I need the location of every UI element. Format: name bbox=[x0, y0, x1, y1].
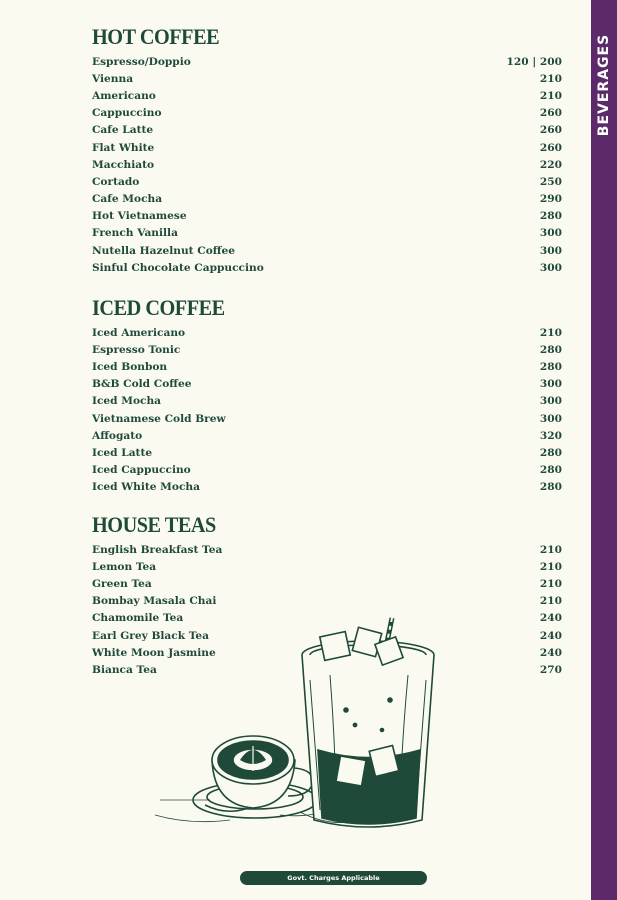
item-price: 280 bbox=[539, 343, 562, 356]
item-price: 240 bbox=[539, 629, 562, 642]
item-name: Americano bbox=[92, 89, 156, 102]
menu-item bbox=[92, 105, 562, 122]
item-name: Affogato bbox=[92, 429, 143, 442]
section-hot-coffee bbox=[92, 22, 562, 276]
side-tab-label: BEVERAGES bbox=[596, 33, 613, 137]
menu-item bbox=[92, 53, 562, 70]
menu-item bbox=[92, 341, 562, 358]
item-name: Bombay Masala Chai bbox=[92, 595, 217, 608]
menu-list bbox=[92, 53, 562, 276]
menu-item bbox=[92, 242, 562, 259]
menu-item bbox=[92, 122, 562, 139]
menu-item bbox=[92, 393, 562, 410]
menu-item bbox=[92, 139, 562, 156]
item-price: 260 bbox=[539, 141, 562, 154]
item-name: Hot Vietnamese bbox=[92, 210, 187, 223]
menu-item bbox=[92, 208, 562, 225]
item-price: 210 bbox=[539, 72, 562, 85]
menu-item bbox=[92, 427, 562, 444]
item-price: 280 bbox=[539, 464, 562, 477]
item-name: Sinful Chocolate Cappuccino bbox=[92, 261, 264, 274]
item-price: 280 bbox=[539, 360, 562, 373]
item-price: 300 bbox=[539, 412, 562, 425]
item-name: English Breakfast Tea bbox=[92, 543, 223, 556]
footer-note: Govt. Charges Applicable bbox=[240, 871, 427, 885]
menu-item bbox=[92, 156, 562, 173]
item-price: 240 bbox=[539, 646, 562, 659]
item-name: Cafe Mocha bbox=[92, 193, 163, 206]
item-price: 300 bbox=[539, 378, 562, 391]
menu-item bbox=[92, 358, 562, 375]
item-name: Iced Cappuccino bbox=[92, 464, 191, 477]
menu-item bbox=[92, 410, 562, 427]
section-title: ICED COFFEE bbox=[92, 295, 225, 320]
item-price: 270 bbox=[539, 663, 562, 676]
item-name: Cortado bbox=[92, 175, 140, 188]
item-name: Lemon Tea bbox=[92, 560, 157, 573]
item-name: Nutella Hazelnut Coffee bbox=[92, 244, 235, 257]
item-name: Macchiato bbox=[92, 158, 155, 171]
item-price: 210 bbox=[539, 560, 562, 573]
item-name: Earl Grey Black Tea bbox=[92, 629, 210, 642]
menu-list bbox=[92, 324, 562, 496]
iced-coffee-glass-icon bbox=[300, 618, 434, 827]
side-tab-label-wrap bbox=[591, 0, 617, 170]
menu-item bbox=[92, 87, 562, 104]
menu-item bbox=[92, 376, 562, 393]
menu-item bbox=[92, 575, 562, 592]
menu-item bbox=[92, 462, 562, 479]
item-price: 280 bbox=[539, 446, 562, 459]
item-name: French Vanilla bbox=[92, 227, 178, 240]
item-price: 250 bbox=[539, 175, 562, 188]
section-title: HOT COFFEE bbox=[92, 24, 220, 49]
item-name: B&B Cold Coffee bbox=[92, 378, 192, 391]
item-price: 210 bbox=[539, 577, 562, 590]
item-price: 300 bbox=[539, 244, 562, 257]
latte-cup-icon bbox=[155, 736, 325, 822]
item-price: 300 bbox=[539, 261, 562, 274]
item-name: Iced Americano bbox=[92, 326, 186, 339]
item-price: 280 bbox=[539, 481, 562, 494]
section-iced-coffee bbox=[92, 293, 562, 496]
item-price: 120 | 200 bbox=[506, 55, 562, 68]
item-name: Cappuccino bbox=[92, 107, 162, 120]
menu-item bbox=[92, 191, 562, 208]
menu-item bbox=[92, 225, 562, 242]
beverage-illustration bbox=[150, 600, 450, 840]
item-name: Flat White bbox=[92, 141, 155, 154]
item-price: 260 bbox=[539, 107, 562, 120]
item-price: 320 bbox=[539, 429, 562, 442]
menu-item bbox=[92, 70, 562, 87]
item-price: 300 bbox=[539, 395, 562, 408]
item-price: 240 bbox=[539, 612, 562, 625]
item-price: 260 bbox=[539, 124, 562, 137]
menu-item bbox=[92, 173, 562, 190]
item-name: Espresso/Doppio bbox=[92, 55, 191, 68]
menu-item bbox=[92, 558, 562, 575]
item-price: 210 bbox=[539, 89, 562, 102]
item-name: Chamomile Tea bbox=[92, 612, 184, 625]
menu-item bbox=[92, 259, 562, 276]
item-price: 210 bbox=[539, 543, 562, 556]
menu-item bbox=[92, 444, 562, 461]
item-price: 290 bbox=[539, 193, 562, 206]
item-name: Vienna bbox=[92, 72, 134, 85]
item-name: Espresso Tonic bbox=[92, 343, 181, 356]
menu-item bbox=[92, 541, 562, 558]
item-price: 280 bbox=[539, 210, 562, 223]
item-price: 300 bbox=[539, 227, 562, 240]
item-name: White Moon Jasmine bbox=[92, 646, 216, 659]
section-title: HOUSE TEAS bbox=[92, 512, 216, 537]
item-price: 220 bbox=[539, 158, 562, 171]
item-price: 210 bbox=[539, 326, 562, 339]
item-name: Iced Mocha bbox=[92, 395, 162, 408]
item-name: Bianca Tea bbox=[92, 663, 157, 676]
menu-item bbox=[92, 324, 562, 341]
item-price: 210 bbox=[539, 595, 562, 608]
item-name: Cafe Latte bbox=[92, 124, 154, 137]
item-name: Iced Bonbon bbox=[92, 360, 168, 373]
menu-item bbox=[92, 479, 562, 496]
item-name: Iced Latte bbox=[92, 446, 153, 459]
item-name: Green Tea bbox=[92, 577, 152, 590]
item-name: Iced White Mocha bbox=[92, 481, 200, 494]
item-name: Vietnamese Cold Brew bbox=[92, 412, 226, 425]
